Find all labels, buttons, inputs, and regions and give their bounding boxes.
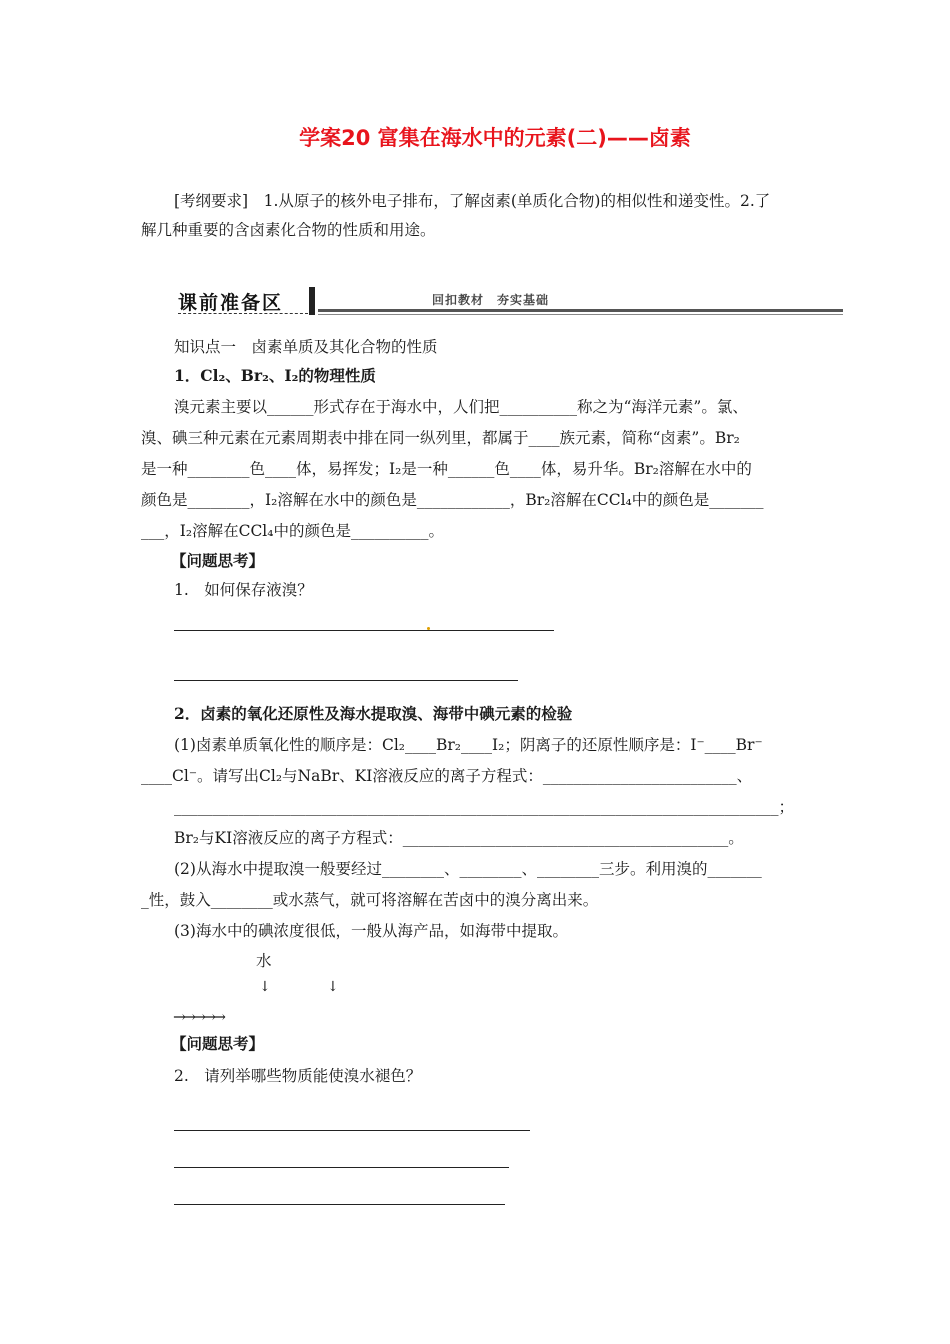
answer-line[interactable] xyxy=(174,1130,530,1131)
paragraph-line: _性，鼓入________或水蒸气，就可将溶解在苦卤中的溴分离出来。 xyxy=(141,891,599,909)
paragraph-line: (1)卤素单质氧化性的顺序是：Cl₂____Br₂____I₂；阴离子的还原性顺序是：I⁻____Br⁻ xyxy=(174,736,763,754)
paragraph-line: (2)从海水中提取溴一般要经过________、________、________三步。利用溴的_______ xyxy=(174,860,762,878)
section-banner-subtitle: 回扣教材 夯实基础 xyxy=(432,293,550,307)
question-think-label: 【问题思考】 xyxy=(171,551,265,570)
paragraph-line: 溴元素主要以______形式存在于海水中，人们把__________称之为“海洋元素”。氯、 xyxy=(174,398,748,416)
banner-rule-thin xyxy=(318,314,843,315)
paragraph-line: Br₂与KI溶液反应的离子方程式：__________________________________________。 xyxy=(174,829,744,847)
page-title: 学案20 富集在海水中的元素(二)——卤素 xyxy=(299,126,691,150)
stray-dot xyxy=(427,627,430,630)
flow-arrows: →→→→→ xyxy=(173,1008,223,1026)
syllabus-requirement-line1: [考纲要求] 1.从原子的核外电子排布，了解卤素(单质化合物)的相似性和递变性。2.了 xyxy=(174,192,771,210)
question-text: 1. 如何保存液溴？ xyxy=(174,581,313,599)
answer-line[interactable] xyxy=(174,1167,509,1168)
down-arrow-icon: ↓ xyxy=(327,979,339,995)
subsection-heading-redox: 2．卤素的氧化还原性及海水提取溴、海带中碘元素的检验 xyxy=(174,704,573,723)
syllabus-requirement-line2: 解几种重要的含卤素化合物的性质和用途。 xyxy=(141,221,436,239)
paragraph-line: ___，I₂溶解在CCl₄中的颜色是__________。 xyxy=(141,522,444,540)
question-text: 2. 请列举哪些物质能使溴水褪色？ xyxy=(174,1067,422,1085)
flow-water-label: 水 xyxy=(256,952,272,970)
paragraph-line: (3)海水中的碘浓度很低，一般从海产品，如海带中提取。 xyxy=(174,922,568,940)
banner-dashed-underline xyxy=(178,313,308,314)
answer-line[interactable] xyxy=(174,680,518,681)
knowledge-point-heading: 知识点一 卤素单质及其化合物的性质 xyxy=(174,338,438,356)
paragraph-line: ______________________________________________________________________________； xyxy=(174,798,795,816)
banner-divider-bar xyxy=(309,287,315,315)
question-think-label: 【问题思考】 xyxy=(171,1034,265,1053)
paragraph-line: ____Cl⁻。请写出Cl₂与NaBr、KI溶液反应的离子方程式：_________________________、 xyxy=(141,767,753,785)
paragraph-line: 溴、碘三种元素在元素周期表中排在同一纵列里，都属于____族元素，简称“卤素”。Br₂ xyxy=(141,429,740,447)
answer-line[interactable] xyxy=(174,1204,505,1205)
section-banner-title: 课前准备区 xyxy=(178,292,284,314)
paragraph-line: 是一种________色____体，易挥发；I₂是一种______色____体，易升华。Br₂溶解在水中的 xyxy=(141,460,752,478)
subsection-heading-physical-properties: 1．Cl₂、Br₂、I₂的物理性质 xyxy=(174,366,376,385)
banner-rule-thick xyxy=(318,309,843,312)
paragraph-line: 颜色是________，I₂溶解在水中的颜色是____________，Br₂溶解在CCl₄中的颜色是_______ xyxy=(141,491,764,509)
down-arrow-icon: ↓ xyxy=(259,979,271,995)
answer-line[interactable] xyxy=(174,630,554,631)
